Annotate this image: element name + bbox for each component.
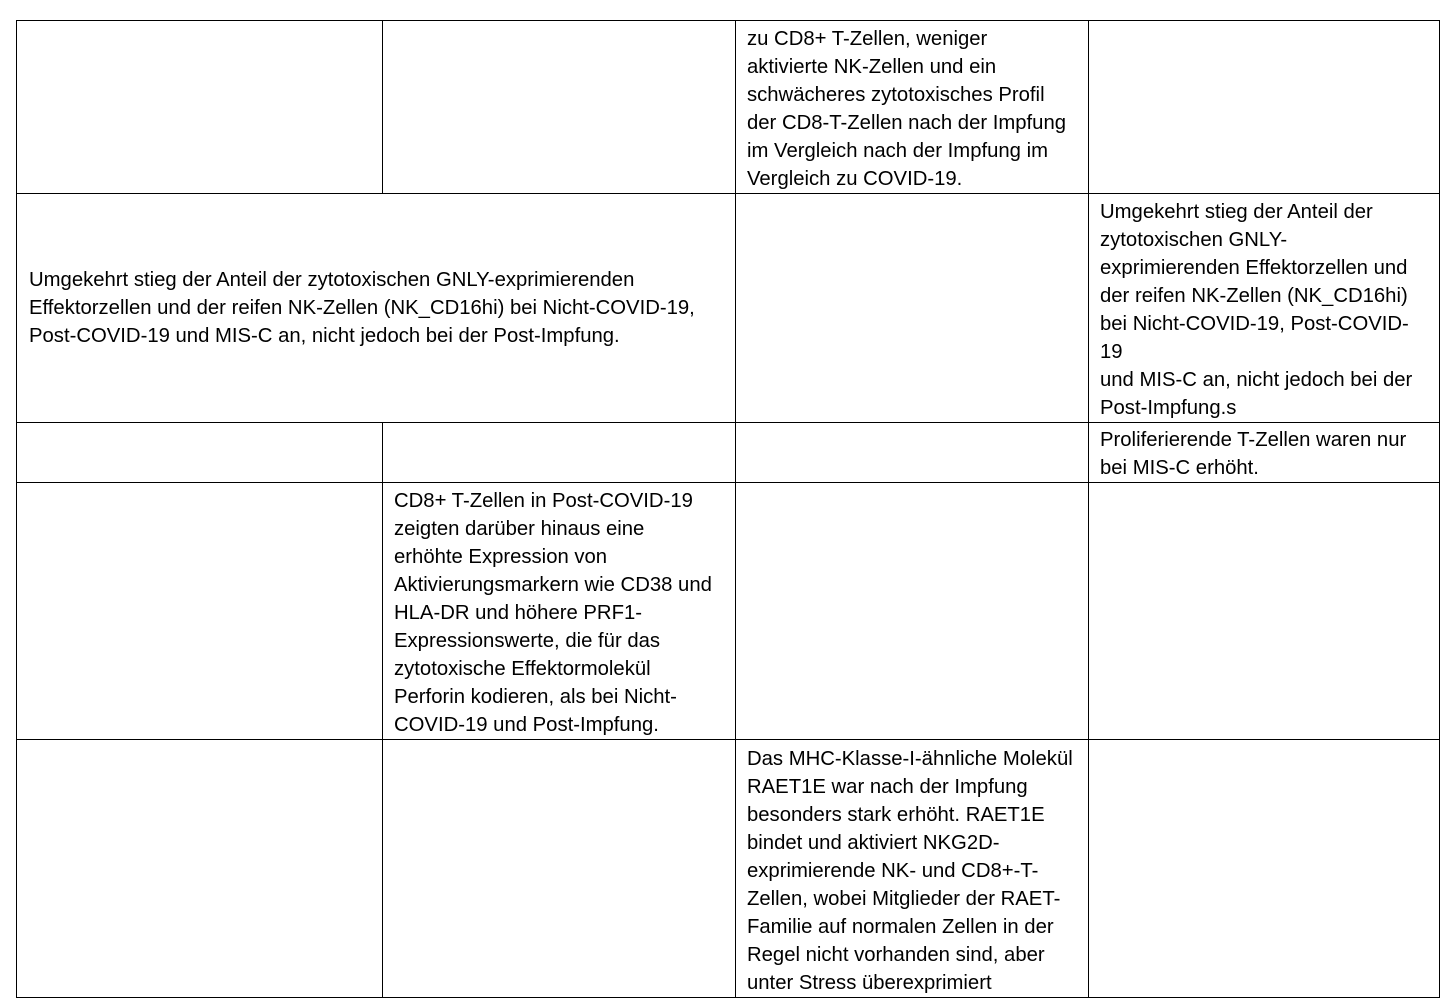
table-cell-r1-c3 [736, 21, 1089, 194]
table-cell-r5-c1 [17, 740, 383, 998]
table-cell-r4-c2 [383, 483, 736, 740]
cell-text [1089, 21, 1439, 25]
cell-text: Umgekehrt stieg der Anteil der zytotoxischen GNLY- exprimierenden Effektorzellen und der reifen NK-Zellen (NK_CD16hi) bei Nicht-COVID-19, Post-COVID-19 und MIS-C an, nicht jedoch bei der Post-Impfung.s [1100, 201, 1413, 419]
table-cell-r3-c2 [383, 423, 736, 483]
cell-text [1089, 483, 1439, 487]
cell-text: zu CD8+ T-Zellen, weniger aktivierte NK-Zellen und ein schwächeres zytotoxisches Profil der CD8-T-Zellen nach der Impfung im Vergleich nach der Impfung im Vergleich zu COVID-19. [747, 28, 1067, 190]
document-table [16, 20, 1440, 998]
table-cell-r1-c2 [383, 21, 736, 194]
table-cell-r4-c3 [736, 483, 1089, 740]
table-cell-r1-c4 [1089, 21, 1440, 194]
table-cell-r4-c1 [17, 483, 383, 740]
table-cell-r4-c4 [1089, 483, 1440, 740]
table-row [17, 483, 1440, 740]
table-row [17, 740, 1440, 998]
cell-text [736, 483, 1088, 487]
table-cell-r1-c1 [17, 21, 383, 194]
cell-text [17, 21, 382, 25]
cell-text [736, 194, 1088, 198]
table-cell-r3-c4 [1089, 423, 1440, 483]
table-cell-r5-c2 [383, 740, 736, 998]
cell-text [17, 423, 382, 426]
cell-text: Umgekehrt stieg der Anteil der zytotoxischen GNLY-exprimierenden Effektorzellen und der reifen NK-Zellen (NK_CD16hi) bei Nicht-COVID-19, Post-COVID-19 und MIS-C an, nicht jedoch bei der Post-Impfung. [29, 269, 695, 347]
cell-text [736, 423, 1088, 426]
table-cell-r2-c4 [1089, 194, 1440, 423]
cell-text: Proliferierende T-Zellen waren nur bei MIS-C erhöht. [1100, 429, 1407, 479]
cell-text: CD8+ T-Zellen in Post-COVID-19 zeigten darüber hinaus eine erhöhte Expression von Aktivierungsmarkern wie CD38 und HLA-DR und höhere PRF1- Expressionswerte, die für das zytotoxische Effektormolekül Perforin kodieren, als bei Nicht- COVID-19 und Post-Impfung. [394, 490, 712, 736]
table-cell-r2-merged [17, 194, 736, 423]
table-cell-r5-c3 [736, 740, 1089, 998]
cell-text [383, 423, 735, 426]
cell-text [383, 21, 735, 25]
table-cell-r3-c1 [17, 423, 383, 483]
cell-text [383, 740, 735, 745]
table-cell-r2-c3 [736, 194, 1089, 423]
table-row [17, 194, 1440, 423]
table-cell-r3-c3 [736, 423, 1089, 483]
table-cell-r5-c4 [1089, 740, 1440, 998]
table-row [17, 423, 1440, 483]
cell-text [17, 483, 382, 487]
cell-text: Das MHC-Klasse-I-ähnliche Molekül RAET1E war nach der Impfung besonders stark erhöht. RAET1E bindet und aktiviert NKG2D- exprimierende NK- und CD8+-T- Zellen, wobei Mitglieder der RAET- Familie auf normalen Zellen in der Regel nicht vorhanden sind, aber unter Stress überexprimiert [747, 748, 1073, 994]
cell-text [1089, 740, 1439, 745]
table-row [17, 21, 1440, 194]
cell-text [17, 740, 382, 745]
